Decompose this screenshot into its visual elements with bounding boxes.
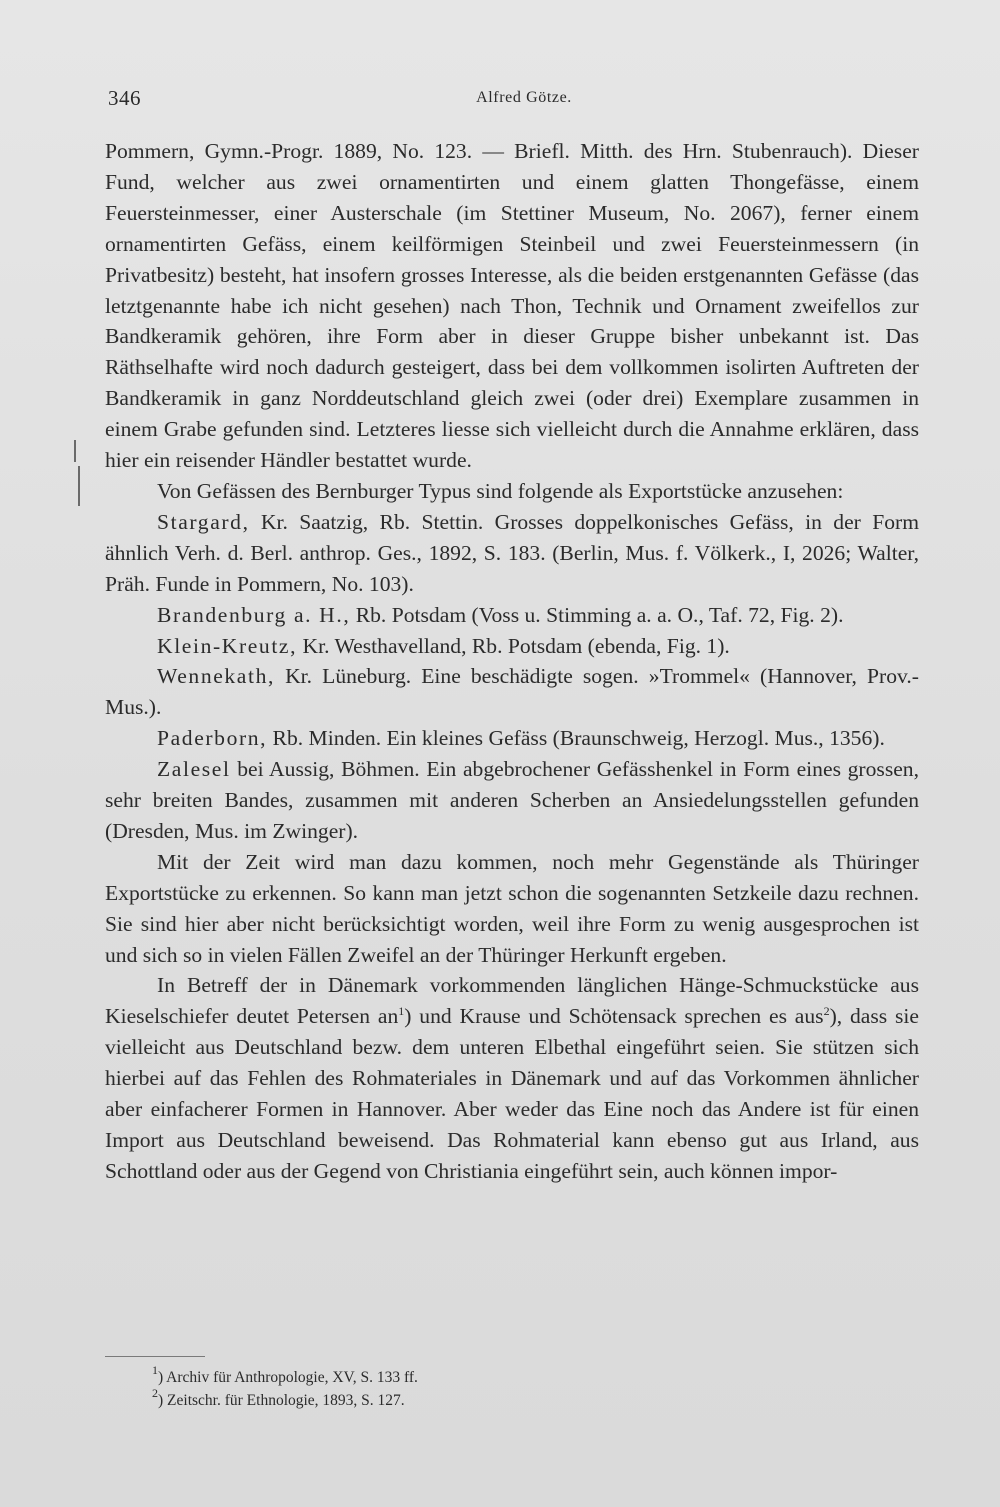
- paragraph-4-part-b: ) und Krause und Schötensack sprechen es aus: [404, 1004, 824, 1029]
- running-head-author: Alfred Götze.: [476, 89, 572, 106]
- entry-text: Kr. Saatzig, Rb. Stettin. Grosses doppelkonisches Gefäss, in der Form ähnlich Verh. d. Berl. anthrop. Ges., 1892, S. 183. (Berlin, Mus. f. Völkerk., I, 2026; Walter, Präh. Funde in Pommern, No. 103).: [105, 509, 919, 596]
- footnote-1: [152, 1363, 652, 1389]
- entry-place: Paderborn,: [157, 726, 268, 751]
- entry-place: Klein-Kreutz,: [157, 633, 298, 658]
- paragraph-4-part-c: ), dass sie vielleicht aus Deutschland bezw. dem unteren Elbethal eingeführt seien. Sie stützen sich hierbei auf das Fehlen des Rohmateriales in Dänemark und auf das Vorkommen ähnlicher aber einfacherer Formen in Hannover. Aber weder das Eine noch das Andere ist für einen Import aus Deutschland beweisend. Das Rohmaterial kann ebenso gut aus Irland, aus Schottland oder aus der Gegend von Christiania eingeführt sein, auch können impor-: [105, 1004, 919, 1183]
- margin-mark: [74, 440, 76, 462]
- entry-place: Zalesel: [157, 757, 231, 782]
- footnotes: [152, 1363, 652, 1412]
- running-head: [108, 86, 920, 114]
- export-entry: [105, 661, 919, 723]
- paragraph-1: Pommern, Gymn.-Progr. 1889, No. 123. — Briefl. Mitth. des Hrn. Stubenrauch). Dieser Fund, welcher aus zwei ornamentirten und einem glatten Thongefässe, einem Feuersteinmesser, einer Austerschale (im Stettiner Museum, No. 2067), ferner einem ornamentirten Gefäss, einem keilförmigen Steinbeil und zwei Feuersteinmessern (in Privatbesitz) besteht, hat insofern grosses Interesse, als die beiden erstgenannten Gefässe (das letztgenannte habe ich nicht gesehen) nach Thon, Technik und Ornament zweifellos zur Bandkeramik gehören, ihre Form aber in dieser Gruppe bisher unbekannt ist. Das Räthselhafte wird noch dadurch gesteigert, dass bei dem vollkommen isolirten Auftreten der Bandkeramik in ganz Norddeutschland gleich zwei (oder drei) Exemplare zusammen in einem Grabe gefunden sind. Letzteres liesse sich vielleicht durch die Annahme erklären, dass hier ein reisender Händler bestattet wurde.: [105, 139, 919, 473]
- footnote-text: ) Zeitschr. für Ethnologie, 1893, S. 127.: [158, 1392, 405, 1409]
- entry-place: Stargard,: [157, 509, 250, 534]
- page-number: 346: [108, 86, 141, 110]
- export-entry: [105, 631, 919, 662]
- footnote-rule: [105, 1356, 205, 1357]
- entry-text: Rb. Potsdam (Voss u. Stimming a. a. O., Taf. 72, Fig. 2).: [350, 602, 844, 627]
- footnote-mark: 2: [152, 1386, 158, 1400]
- entry-text: Rb. Minden. Ein kleines Gefäss (Braunschweig, Herzogl. Mus., 1356).: [267, 726, 885, 751]
- paragraph-3: Mit der Zeit wird man dazu kommen, noch mehr Gegenstände als Thüringer Exportstücke zu erkennen. So kann man jetzt schon die sogenannten Setzkeile dazu rechnen. Sie sind hier aber nicht berücksichtigt worden, weil ihre Form zu wenig ausgesprochen ist und sich so in vielen Fällen Zweifel an der Thüringer Herkunft ergeben.: [105, 849, 919, 967]
- margin-mark: [78, 466, 80, 506]
- entry-text: bei Aussig, Böhmen. Ein abgebrochener Gefässhenkel in Form eines grossen, sehr breiten Bandes, zusammen mit anderen Scherben an Ansiedelungsstellen gefunden (Dresden, Mus. im Zwinger).: [105, 757, 919, 843]
- export-entry: [105, 754, 919, 847]
- entry-text: Kr. Lüneburg. Eine beschädigte sogen. »Trommel« (Hannover, Prov.-Mus.).: [105, 664, 919, 720]
- entry-place: Wennekath,: [157, 664, 275, 689]
- entry-text: Kr. Westhavelland, Rb. Potsdam (ebenda, Fig. 1).: [297, 633, 730, 658]
- footnote-2: [152, 1386, 652, 1412]
- export-entry: [105, 723, 919, 754]
- body-text: [105, 136, 919, 1187]
- paragraph-4: [105, 970, 919, 1186]
- footnote-ref-1: 1: [398, 1004, 405, 1019]
- paragraph-2: Von Gefässen des Bernburger Typus sind folgende als Exportstücke anzusehen:: [157, 478, 844, 503]
- footnote-mark: 1: [152, 1363, 158, 1377]
- export-entry: [105, 600, 919, 631]
- entry-place: Brandenburg a. H.,: [157, 602, 351, 627]
- export-entry: [105, 507, 919, 600]
- paragraph-4-part-a: In Betreff der in Dänemark vorkommenden länglichen Hänge-Schmuckstücke aus Kieselschiefer deutet Petersen an: [105, 973, 919, 1029]
- footnote-ref-2: 2: [823, 1004, 830, 1019]
- footnote-text: ) Archiv für Anthropologie, XV, S. 133 ff.: [158, 1369, 418, 1386]
